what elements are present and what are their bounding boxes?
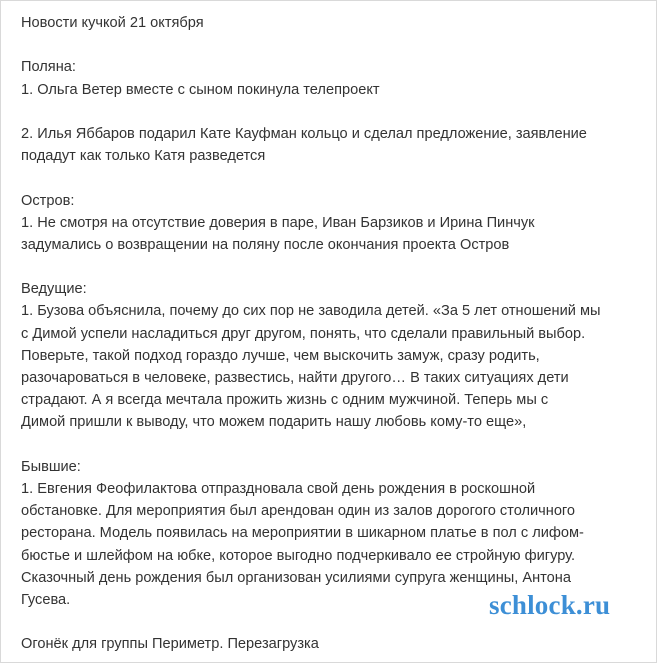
post-body	[21, 12, 641, 655]
paragraph-line: Поверьте, такой подход гораздо лучше, чем выскочить замуж, сразу родить,	[21, 347, 540, 364]
spacer	[21, 434, 641, 456]
paragraph-line: 1. Бузова объяснила, почему до сих пор не заводила детей. «За 5 лет отношений мы	[21, 303, 601, 320]
spacer	[21, 34, 641, 56]
paragraph-line: Сказочный день рождения был организован усилиями супруга женщины, Антона	[21, 569, 571, 586]
paragraph-line: разочароваться в человеке, развестись, найти другого… В таких ситуациях дети	[21, 370, 569, 386]
spacer	[21, 101, 641, 123]
paragraph-line: Гусева.	[21, 591, 71, 608]
paragraph-line: страдают. А я всегда мечтала прожить жизнь с одним мужчиной. Теперь мы с	[21, 392, 549, 409]
paragraph-line: 1. Евгения Феофилактова отпраздновала свой день рождения в роскошной	[21, 480, 536, 497]
paragraph-line: 1. Не смотря на отсутствие доверия в паре, Иван Барзиков и Ирина Пинчук	[21, 214, 535, 231]
paragraph-line: 2. Илья Яббаров подарил Кате Кауфман кольцо и сделал предложение, заявление	[21, 125, 587, 142]
paragraph-line: бюстье и шлейфом на юбке, которое выгодно подчеркивало ее стройную фигуру.	[21, 547, 576, 564]
section-heading-polyana: Поляна:	[21, 59, 76, 76]
paragraph-line: Димой пришли к выводу, что можем подарить нашу любовь кому-то еще»,	[21, 414, 527, 431]
spacer	[21, 167, 641, 189]
paragraph-line: задумались о возвращении на поляну после окончания проекта Остров	[21, 236, 510, 253]
paragraph-line: обстановке. Для мероприятия был арендован один из залов дорогого столичного	[21, 503, 576, 520]
paragraph-line: 1. Ольга Ветер вместе с сыном покинула телепроект	[21, 81, 380, 98]
paragraph-line: с Димой успели насладиться друг другом, понять, что сделали правильный выбор.	[21, 325, 586, 342]
section-heading-veduschie: Ведущие:	[21, 281, 87, 298]
paragraph-line: ресторана. Модель появилась на мероприятии в шикарном платье в пол с лифом-	[21, 525, 584, 542]
section-heading-byvshie: Бывшие:	[21, 458, 81, 475]
spacer	[21, 256, 641, 278]
watermark-logo: schlock.ru	[489, 590, 611, 620]
paragraph-line: подадут как только Катя разведется	[21, 148, 266, 165]
post-footer: Огонёк для группы Периметр. Перезагрузка	[21, 636, 319, 653]
post-title: Новости кучкой 21 октября	[21, 15, 204, 31]
section-heading-ostrov: Остров:	[21, 192, 75, 209]
